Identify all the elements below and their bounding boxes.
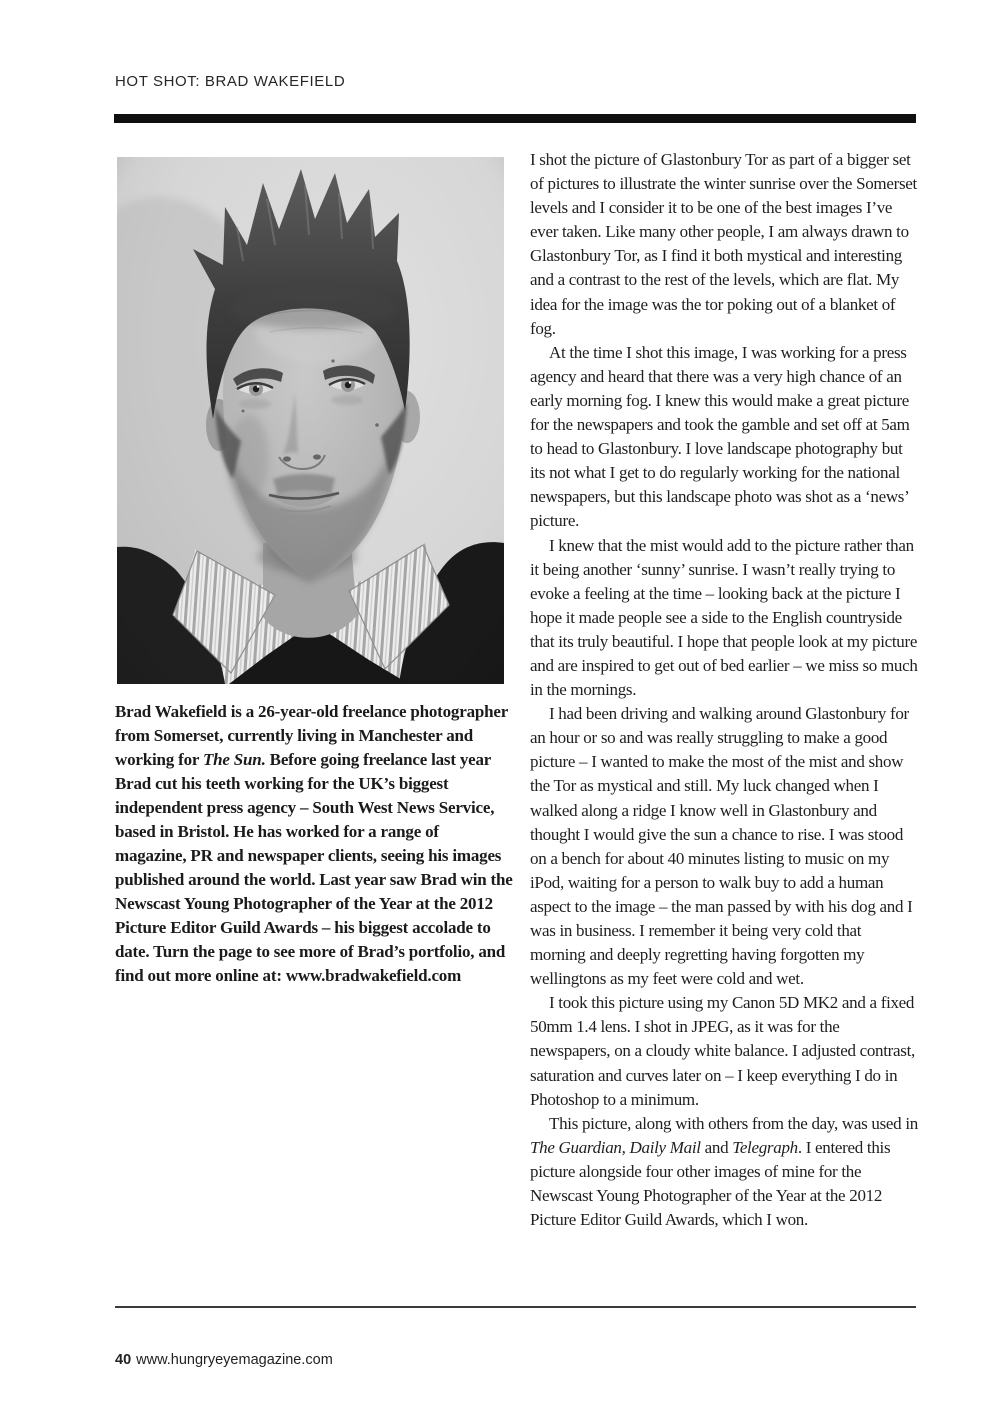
article-paragraph: I shot the picture of Glastonbury Tor as part of a bigger set of pictures to illustrate the winter sunrise over the Somerset levels and I consider it to be one of the best images I’ve ever taken. Like many other people, I am always drawn to Glastonbury Tor, as I find it both mystical and interesting and a contrast to the rest of the levels, which are flat. My idea for the image was the tor poking out of a blanket of fog. bbox=[530, 150, 917, 338]
portrait-photo bbox=[117, 157, 504, 684]
page-footer bbox=[115, 1352, 333, 1368]
article-paragraph: I took this picture using my Canon 5D MK2 and a fixed 50mm 1.4 lens. I shot in JPEG, as it was for the newspapers, on a cloudy white balance. I adjusted contrast, saturation and curves later on – I keep everything I do in Photoshop to a minimum. bbox=[530, 993, 915, 1109]
portrait-photo-image bbox=[117, 157, 504, 684]
page-number: 40 bbox=[115, 1352, 132, 1368]
article-paragraph: I had been driving and walking around Glastonbury for an hour or so and was really struggling to make a good picture – I wanted to make the most of the mist and show the Tor as mystical and still. My luck changed when I walked along a ridge I know well in Glastonbury and thought I would give the sun a chance to rise. I was stood on a bench for about 40 minutes listing to music on my iPod, waiting for a person to walk buy to add a human aspect to the image – the man passed by with his dog and I was in business. I remember it being very cold that morning and deeply regretting having forgotten my wellingtons as my feet were cold and wet. bbox=[530, 704, 913, 989]
bio-text: Brad Wakefield is a 26-year-old freelance photographer from Somerset, currently living in Manchester and working for The Sun. Before going freelance last year Brad cut his teeth working for the UK’s biggest independent press agency – South West News Service, based in Bristol. He has worked for a range of magazine, PR and newspaper clients, seeing his images published around the world. Last year saw Brad win the Newscast Young Photographer of the Year at the 2012 Picture Editor Guild Awards – his biggest accolade to date. Turn the page to see more of Brad’s portfolio, and find out more online at: www.bradwakefield.com bbox=[115, 702, 513, 985]
magazine-website: www.hungryeyemagazine.com bbox=[136, 1352, 333, 1368]
article-column bbox=[530, 148, 920, 1232]
article-paragraph: At the time I shot this image, I was working for a press agency and heard that there was a very high chance of an early morning fog. I knew this would make a great picture for the newspapers and took the gamble and set off at 5am to head to Glastonbury. I love landscape photography but its not what I get to do regularly working for the national newspapers, but this landscape photo was shot as a ‘news’ picture. bbox=[530, 342, 910, 531]
article-paragraph: I knew that the mist would add to the picture rather than it being another ‘sunny’ sunrise. I wasn’t really trying to evoke a feeling at the time – looking back at the picture I hope it made people see a side to the English countryside that its truly beautiful. I hope that people look at my picture and are inspired to get out of bed earlier – we miss so much in the mornings. bbox=[530, 535, 918, 700]
header-rule bbox=[114, 114, 916, 123]
article-paragraph: This picture, along with others from the day, was used in The Guardian, Daily Mail and Telegraph. I entered this picture alongside four other images of mine for the Newscast Young Photographer of the Year at the 2012 Picture Editor Guild Awards, which I won. bbox=[530, 1113, 918, 1230]
page-kicker: HOT SHOT: BRAD WAKEFIELD bbox=[115, 73, 346, 90]
footer-rule bbox=[115, 1306, 916, 1308]
